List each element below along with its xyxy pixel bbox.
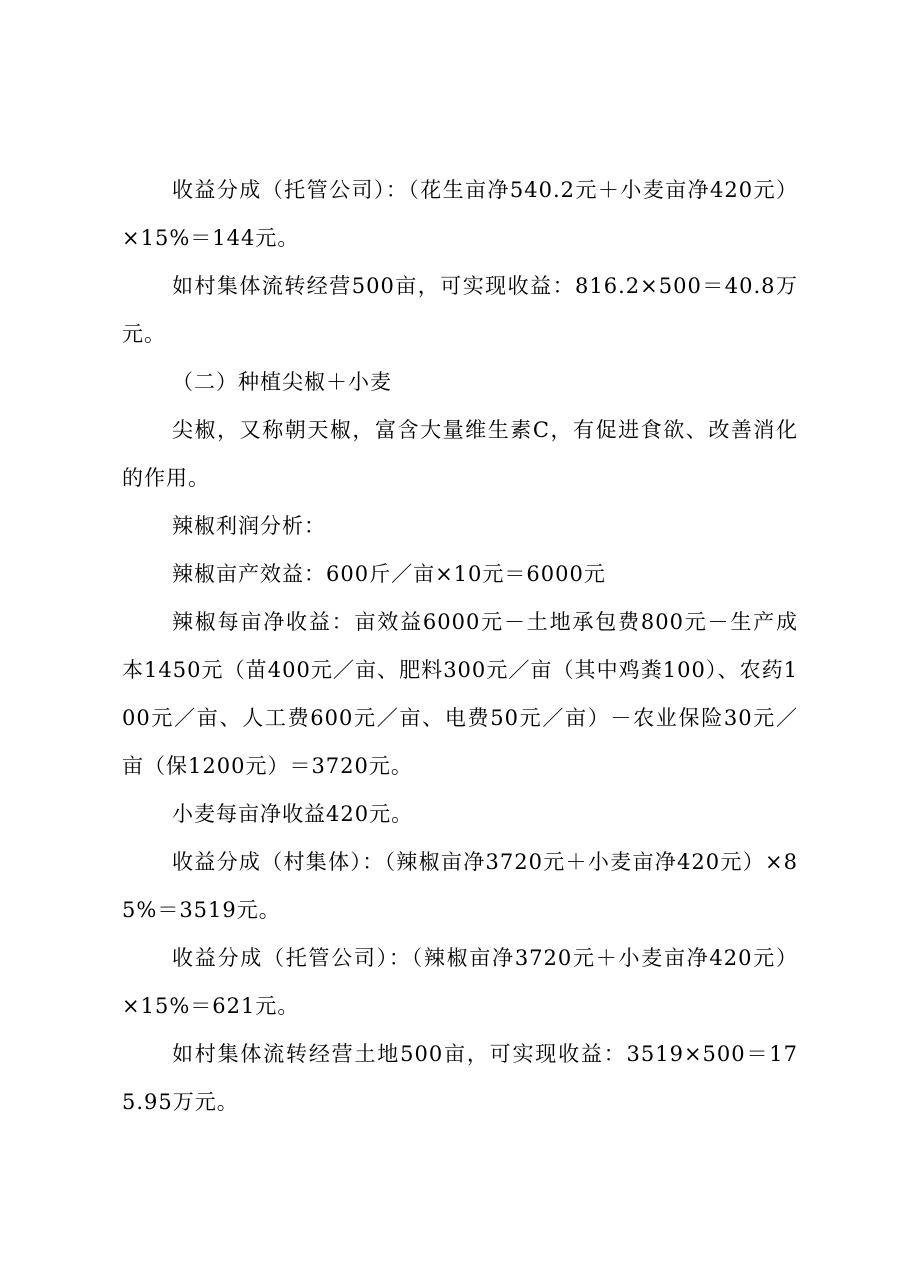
paragraph-pepper-profit-title: 辣椒利润分析：	[172, 514, 326, 538]
paragraph-pepper-intro: 尖椒，又称朝天椒，富含大量维生素C，有促进食欲、改善消化的作用。	[122, 418, 798, 490]
paragraph-revenue-share-company-peanut: 收益分成（托管公司）：（花生亩净540.2元＋小麦亩净420元）×15%＝144元。	[122, 178, 798, 250]
paragraph-village-income-pepper: 如村集体流转经营土地500亩，可实现收益：3519×500＝175.95万元。	[122, 1042, 798, 1114]
section-heading-pepper-wheat: （二）种植尖椒＋小麦	[172, 370, 392, 394]
paragraph-pepper-net-income: 辣椒每亩净收益：亩效益6000元－土地承包费800元－生产成本1450元（苗400元／亩、肥料300元／亩（其中鸡粪100）、农药100元／亩、人工费600元／亩、电费50元／亩）－农业保险30元／亩（保1200元）＝3720元。	[122, 610, 798, 778]
paragraph-revenue-share-company-pepper: 收益分成（托管公司）：（辣椒亩净3720元＋小麦亩净420元）×15%＝621元。	[122, 946, 798, 1018]
paragraph-revenue-share-village: 收益分成（村集体）：（辣椒亩净3720元＋小麦亩净420元）×85%＝3519元。	[122, 850, 798, 922]
document-body	[122, 166, 798, 1126]
paragraph-pepper-yield: 辣椒亩产效益：600斤／亩×10元＝6000元	[172, 562, 606, 586]
paragraph-wheat-net-income: 小麦每亩净收益420元。	[172, 802, 414, 826]
paragraph-village-income-peanut: 如村集体流转经营500亩，可实现收益：816.2×500＝40.8万元。	[122, 274, 798, 346]
